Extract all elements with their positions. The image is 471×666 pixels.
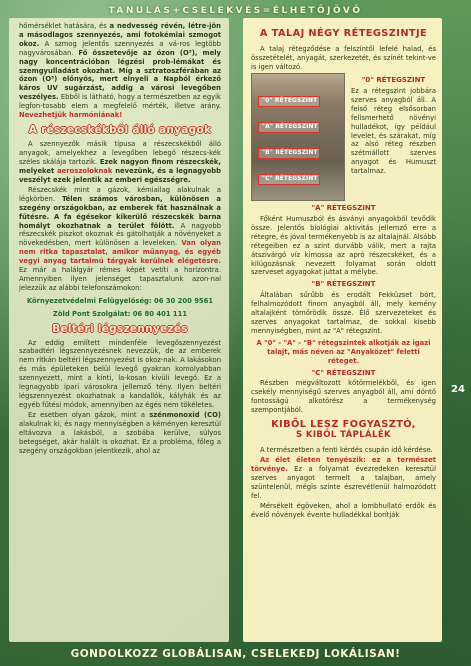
layer-0-text: Ez a rétegszint jobbára szerves anyagból áll. A felső réteg elsősorban felismerhető növényi hulladékot, így például levelet, és szárakat, míg az alsó réteg részben szétmállott szerves anyagot és Humuszt tartalmaz. (351, 87, 436, 176)
page-number: 24 (451, 384, 465, 395)
food-paragraph-2: Az élet életen tenyészik: ez a természet törvénye. Ez a folyamat évezredeken keresztül szerves anyagot termelt a talajban, amely szüntelenül, mégis szinte észrevétlenül halmozódott fel. (251, 456, 436, 500)
contact-phone-1: Környezetvédelmi Felügyelőség: 06 30 200 9561 (26, 296, 214, 305)
contact-phone-2: Zöld Pont Szolgálat: 06 80 401 111 (52, 309, 188, 318)
particles-section-title: A részecskékből álló anyagok (28, 123, 212, 136)
food-paragraph-3: Mérsékelt égöveken, ahol a lombhullató erdők és évelő növények évente hulladékkal borítják (251, 502, 436, 520)
layer-0-title: "0" RÉTEGSZINT (361, 76, 426, 85)
intro-paragraph: hőmérséklet hatására, és a nedvesség révén, létre-jön a másodlagos szennyezés, ami fotokémiai szmogot okoz. A szmog jelentős szennyezés a vá-ros legtöbb nagyvárosában. Fő összetevője az ózon (O³), mely nagy koncentrációban légzési prob-lémákat és szemgyulladást okozhat. Míg a sztratoszférában az ózon (O³) előnyös, mert elnyeli a Napból érkező káros UV sugárzást, addig a városi levegőben veszélyes. Ebből is látható, hogy a természetben az egyik legfon-tosabb elem a megfelelő mérték, illetve arány. Nevezhetjük harmóniának! (19, 22, 222, 120)
layer-c-title: "C" RÉTEGSZINT (311, 368, 376, 377)
page-footer: GONDOLKOZZ GLOBÁLISAN, CSELEKEDJ LOKÁLISAN! (70, 648, 401, 660)
particles-paragraph-2: Részecskék mint a gázok, kémiailag alakulnak a légkörben. Télen számos városban, különösen a szegény országokban, az emberek fát használnak a fűtésre. A fa égésekor kikerülő részecskék barna homályt okozhatnak a terület fölött. A nagyobb részecskék piszkot okoznak és gátolhatják a növényeket a növekedésben, mert különösen a leveleken. Van olyan nem ritka tapasztalat, amikor műanyag, és egyéb vegyi anyag tartalmú tárgyak kerülnek elégetésre. Ez már a halálgyár rémes képét vetíti a horizontra. Amennyiben ilyen jelenséget tapasztalunk azon-nal jelezzük az alábbi telefonszámokon: (19, 185, 221, 292)
soil-intro: A talaj rétegződése a felszíntől lefelé halad, és összetételét, anyagát, szerkezetét, és színét tekint-ve is igen változó. (251, 44, 436, 71)
layer-c-text: Részben megváltozott kőtörmelékből, és igen csekély mennyiségű szerves anyagból áll, ami döntő fontosságú alkotórész a termékenység szempontjából. (251, 379, 436, 415)
soil-label-b: "B" RÉTEGSZINT (258, 148, 320, 159)
food-section-title-1: KIBŐL LESZ FOGYASZTÓ, (271, 419, 416, 431)
food-paragraph-1: A természetben a fenti kérdés csupán idő kérdése. (260, 445, 433, 454)
layer-a-text: Főként Humuszból és ásványi anyagokból tevődik össze. Jelentős biológiai aktivitás jellemző erre a rétegre, és jóval termékenyebb is az altalajnál. Alsóbb rétegeiben ez a szint durvább válik, mert a rajta átszivárgó víz kimossa az apró részecskéket, és a kilúgozásnak nevezett folyamat során oldott szerveset agyagokat juttat a mélybe. (251, 215, 436, 277)
soil-figure-block (251, 73, 436, 201)
indoor-section-title: Beltéri légszennyezés (52, 322, 188, 335)
soil-section-title: A TALAJ NÉGY RÉTEGSZINTJE (259, 28, 428, 39)
soil-layers-image (251, 73, 345, 201)
left-column (9, 18, 229, 642)
layer-b-title: "B" RÉTEGSZINT (311, 280, 376, 289)
indoor-paragraph-1: Az eddig említett mindenféle levegőszennyezést szabadtéri légszennyezésnek nevezzük, de az emberek nem ritkán beltéri légszennyezést is okoz-nak. A lakásokon és más épületeken belül levegő gyakran komolyabban szennyezett, mint a kinti, la-kosan kívüli levegő. Ez a legnagyobb ipari városokra jellemző tény. Ilyen beltéri légszennyezést okozhatnak a kandallók, kályhák és az egyéb fűtési módok, amennyiben az égés nem tökéletes. (19, 338, 221, 409)
layer-a-title: "A" RÉTEGSZINT (311, 204, 376, 213)
soil-label-c: "C" RÉTEGSZINT (258, 174, 320, 185)
page-header: TANULÁS+CSELEKVÉS=ÉLHETŐJÖVŐ (108, 6, 363, 16)
indoor-paragraph-2: Ez esetben olyan gázok, mint a szénmonoxid (CO) alakulnak ki, és nagy mennyiségben a kéményen keresztül eltávozva a lakásból, a szobába kerülve, súlyos betegséget, akár halált is okozhat. Ez a probléma, főleg a szegény országokban jelentkezik, ahol az (19, 411, 221, 455)
particles-paragraph-1: A szennyezők másik típusa a részecskékből álló anyagok, amelyekhez a levegőben lebegő részecs-kék széles skálája tartozik. Ezek nagyon finom részecskék, melyeket aeroszoloknak nevezünk, és a legnagyobb veszélyt ezek jelentik az emberi egészségre. (19, 139, 221, 184)
layer-b-text: Általában sűrűbb és erodált Fekküzset bórt, felhalmozódott finom anyagból áll, mely kemény altalajként tömörödik össze. Élő szervezeteket és szerves anyagokat tartalmaz, de sokkal kisebb mennyiségben, mint az "A" rétegszint. (251, 291, 436, 335)
layers-summary: A "0" - "A" - "B" rétegszintek alkotják az igazi talajt, más néven az "Anyaközet" feletti réteget. (256, 338, 431, 365)
layer-0-text-block (351, 73, 436, 177)
soil-label-0: "0" RÉTEGSZINT (258, 96, 320, 107)
right-column (243, 18, 442, 642)
soil-label-a: "A" RÉTEGSZINT (258, 122, 320, 133)
food-section-title-2: S KIBŐL TÁPLÁLÉK (295, 429, 392, 440)
